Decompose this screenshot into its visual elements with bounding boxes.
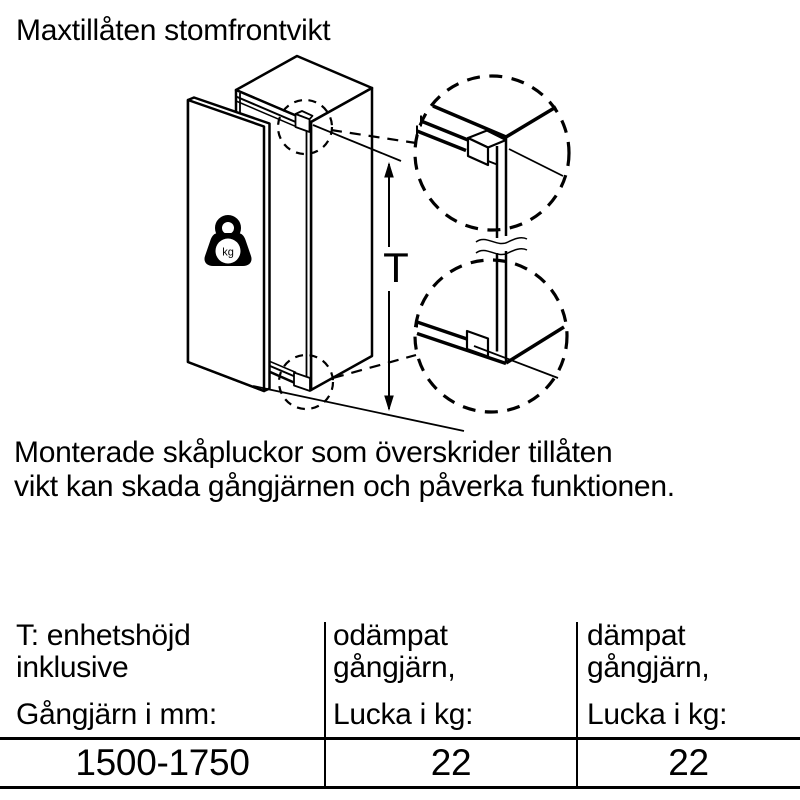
page-title: Maxtillåten stomfrontvikt	[16, 14, 331, 47]
col2-header: odämpat gångjärn,	[333, 619, 456, 684]
warning-line-1: Monterade skåpluckor som överskrider tillåten	[14, 436, 613, 469]
detail-circle-top	[415, 76, 569, 238]
spec-table	[0, 610, 800, 800]
col1-value: 1500-1750	[75, 742, 250, 783]
col1-header-unit: Gångjärn i mm:	[16, 698, 217, 731]
col3-value: 22	[668, 742, 709, 783]
bottom-rule	[0, 786, 800, 789]
col3-header-unit: Lucka i kg:	[587, 698, 728, 731]
col2-header-unit: Lucka i kg:	[333, 698, 474, 731]
weight-unit-label: kg	[222, 246, 234, 259]
col3-header: dämpat gångjärn,	[587, 619, 710, 684]
warning-text	[14, 436, 675, 504]
detail-circle-bottom	[415, 260, 567, 412]
col2-value: 22	[430, 742, 472, 783]
warning-line-2: vikt kan skada gångjärnen och påverka funktionen.	[14, 470, 675, 503]
height-dimension-label: T	[383, 244, 409, 291]
col1-header: T: enhetshöjd inklusive	[16, 619, 191, 684]
